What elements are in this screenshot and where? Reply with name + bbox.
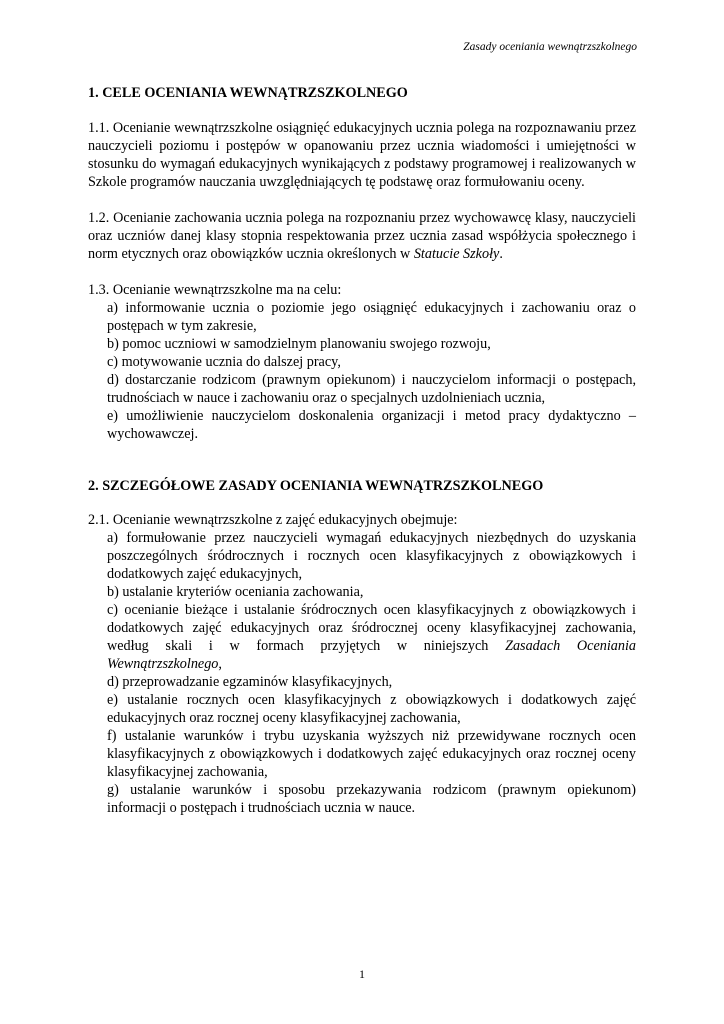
list-item: g) ustalanie warunków i sposobu przekazywania rodzicom (prawnym opiekunom) informacji o postępach i trudnościach ucznia w nauce. — [107, 782, 636, 816]
list-item-c-end: , — [218, 656, 222, 672]
list-item: a) informowanie ucznia o poziomie jego osiągnięć edukacyjnych i zachowaniu oraz o postępach w tym zakresie, — [107, 300, 636, 334]
paragraph-1-2 — [88, 209, 636, 263]
zow-reference: Zasadach Oceniania Wewnątrzszkolnego — [107, 638, 637, 672]
paragraph-1-2-end: . — [499, 246, 503, 262]
list-item: c) motywowanie ucznia do dalszej pracy, — [107, 354, 341, 370]
paragraph-2-1-intro: 2.1. Ocenianie wewnątrzszkolne z zajęć edukacyjnych obejmuje: — [88, 512, 458, 528]
list-item: d) przeprowadzanie egzaminów klasyfikacyjnych, — [107, 674, 393, 690]
running-header: Zasady oceniania wewnątrzszkolnego — [463, 41, 637, 53]
list-item-c-text: c) ocenianie bieżące i ustalanie śródrocznych ocen klasyfikacyjnych z obowiązkowych i dodatkowych zajęć edukacyjnych oraz śródrocznej oceny klasyfikacyjnej zachowania, według skali i w formach przyjętych w niniejszych — [107, 602, 636, 654]
list-item: e) umożliwienie nauczycielom doskonalenia organizacji i metod pracy dydaktyczno – wychowawczej. — [107, 408, 636, 442]
list-item — [107, 601, 636, 673]
paragraph-1-1: 1.1. Ocenianie wewnątrzszkolne osiągnięć edukacyjnych ucznia polega na rozpoznawaniu przez nauczycieli poziomu i postępów w opanowaniu przez ucznia wiadomości i umiejętności w stosunku do wymagań edukacyjnych wynikających z podstawy programowej i realizowanych w Szkole programów nauczania uwzględniających tę podstawę oraz formułowaniu oceny. — [88, 120, 636, 190]
list-item: e) ustalanie rocznych ocen klasyfikacyjnych z obowiązkowych i dodatkowych zajęć edukacyjnych oraz rocznej oceny klasyfikacyjnej zachowania, — [107, 692, 636, 726]
list-item: f) ustalanie warunków i trybu uzyskania wyższych niż przewidywane rocznych ocen klasyfikacyjnych z obowiązkowych i dodatkowych zajęć edukacyjnych oraz rocznej oceny klasyfikacyjnej zachowania, — [107, 728, 636, 780]
page-number: 1 — [359, 967, 365, 981]
paragraph-1-3-intro: 1.3. Ocenianie wewnątrzszkolne ma na celu: — [88, 282, 342, 298]
list-item: b) pomoc uczniowi w samodzielnym planowaniu swojego rozwoju, — [107, 336, 491, 352]
goals-list — [107, 299, 636, 443]
section-2-heading: 2. SZCZEGÓŁOWE ZASADY OCENIANIA WEWNĄTRZSZKOLNEGO — [88, 478, 544, 494]
document-body — [88, 84, 636, 817]
paragraph-1-2-text: 1.2. Ocenianie zachowania ucznia polega na rozpoznaniu przez wychowawcę klasy, nauczycieli oraz uczniów danej klasy stopnia respektowania przez ucznia zasad współżycia społecznego i norm etycznych oraz obowiązków ucznia określonych w — [88, 210, 636, 262]
section-1-heading: 1. CELE OCENIANIA WEWNĄTRZSZKOLNEGO — [88, 85, 408, 101]
list-item: b) ustalanie kryteriów oceniania zachowania, — [107, 584, 364, 600]
list-item: a) formułowanie przez nauczycieli wymagań edukacyjnych niezbędnych do uzyskania poszczególnych śródrocznych i rocznych ocen klasyfikacyjnych z obowiązkowych i dodatkowych zajęć edukacyjnych, — [107, 530, 636, 582]
statute-reference: Statucie Szkoły — [413, 246, 500, 262]
assessment-scope-list — [107, 529, 636, 817]
list-item: d) dostarczanie rodzicom (prawnym opiekunom) i nauczycielom informacji o postępach, trudnościach w nauce i zachowaniu oraz o specjalnych uzdolnieniach ucznia, — [107, 372, 636, 406]
